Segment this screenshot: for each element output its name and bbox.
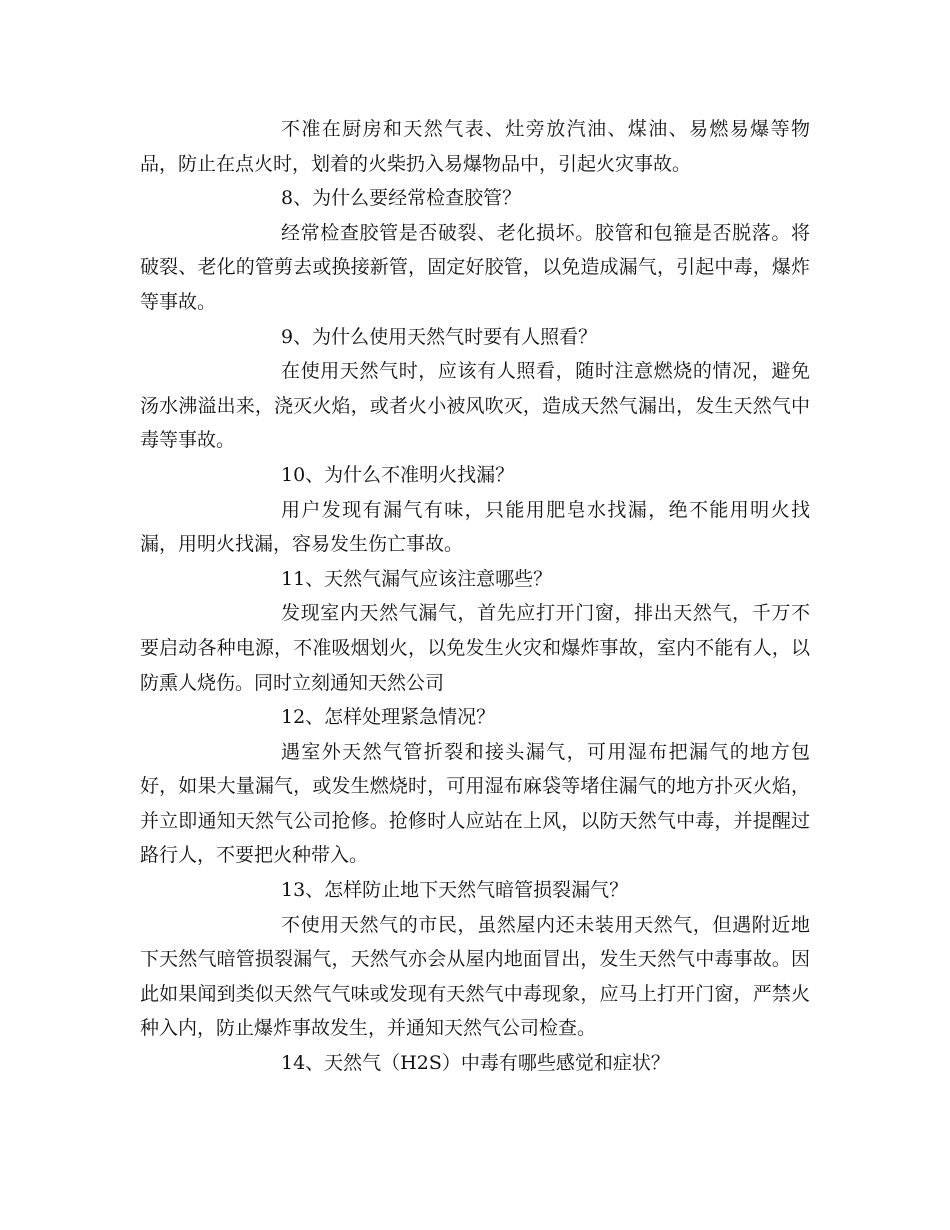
heading-q8-hose-check: 8、为什么要经常检查胶管？ bbox=[281, 187, 522, 210]
paragraph-underground-pipe: 不使用天然气的市民，虽然屋内还未装用天然气，但遇附近地下天然气暗管损裂漏气，天然气亦会从屋内地面冒出，发生天然气中毒事故。因此如果闻到类似天然气气味或发现有天然气中毒现象，应马上打开门窗，严禁火种入内，防止爆炸事故发生，并通知天然气公司检查。 bbox=[140, 913, 810, 1040]
heading-q10-open-flame: 10、为什么不准明火找漏？ bbox=[281, 463, 515, 486]
paragraph-hose-check: 经常检查胶管是否破裂、老化损坏。胶管和包箍是否脱落。将破裂、老化的管剪去或换接新管，固定好胶管，以免造成漏气，引起中毒，爆炸等事故。 bbox=[140, 221, 810, 313]
heading-q12-emergency: 12、怎样处理紧急情况？ bbox=[281, 706, 496, 729]
paragraph-kitchen-storage: 不准在厨房和天然气表、灶旁放汽油、煤油、易燃易爆等物品，防止在点火时，划着的火柴扔入易爆物品中，引起火灾事故。 bbox=[140, 118, 810, 175]
heading-q13-underground-pipe: 13、怎样防止地下天然气暗管损裂漏气？ bbox=[281, 879, 629, 902]
heading-q9-supervision: 9、为什么使用天然气时要有人照看？ bbox=[281, 325, 598, 348]
paragraph-supervision: 在使用天然气时，应该有人照看，随时注意燃烧的情况，避免汤水沸溢出来，浇灭火焰，或者火小被风吹灭，造成天然气漏出，发生天然气中毒等事故。 bbox=[140, 360, 810, 452]
paragraph-open-flame: 用户发现有漏气有味，只能用肥皂水找漏，绝不能用明火找漏，用明火找漏，容易发生伤亡事故。 bbox=[140, 498, 810, 556]
document-body bbox=[140, 112, 810, 1081]
heading-q14-poisoning-symptoms: 14、天然气（H2S）中毒有哪些感觉和症状？ bbox=[281, 1052, 670, 1075]
paragraph-emergency: 遇室外天然气管折裂和接头漏气，可用湿布把漏气的地方包好，如果大量漏气，或发生燃烧时，可用湿布麻袋等堵住漏气的地方扑灭火焰，并立即通知天然气公司抢修。抢修时人应站在上风，以防天然气中毒，并提醒过路行人，不要把火种带入。 bbox=[140, 740, 810, 867]
heading-q11-gas-leak: 11、天然气漏气应该注意哪些？ bbox=[281, 567, 553, 590]
paragraph-gas-leak: 发现室内天然气漏气，首先应打开门窗，排出天然气，千万不要启动各种电源，不准吸烟划火，以免发生火灾和爆炸事故，室内不能有人，以防熏人烧伤。同时立刻通知天然公司 bbox=[140, 602, 810, 694]
